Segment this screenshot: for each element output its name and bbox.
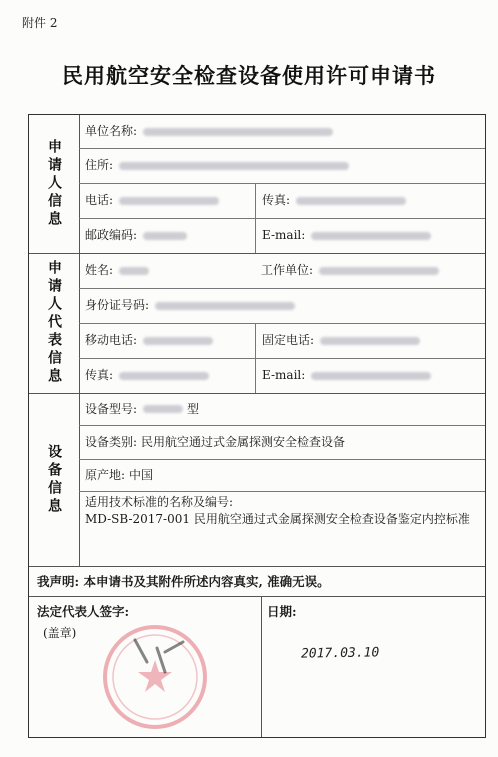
id-number-label: 身份证号码: [85, 298, 150, 313]
declaration: 我声明: 本申请书及其附件所述内容真实, 准确无误。 [29, 566, 485, 597]
signature-area [29, 596, 485, 737]
rep-email-label: E-mail: [262, 368, 306, 383]
origin-label: 原产地: [85, 467, 126, 482]
phone-fax-row [79, 183, 485, 219]
model-row [79, 393, 485, 426]
redacted-rep-fax [119, 372, 209, 380]
redacted-phone [119, 197, 219, 205]
date-label: 日期: [267, 604, 297, 619]
postcode-email-row [79, 218, 485, 253]
applicant-section [29, 115, 485, 254]
applicant-section-label: 申请人信息 [29, 115, 80, 253]
address-label: 住所: [85, 158, 114, 173]
equipment-section-label: 设备信息 [29, 393, 80, 566]
signed-date: 2017.03.10 [300, 645, 380, 662]
redacted-address [119, 162, 349, 170]
redacted-rep-name [119, 267, 149, 275]
form-table [28, 114, 486, 738]
representative-section-label: 申请人代表信息 [29, 253, 80, 393]
address-row [79, 148, 485, 184]
origin-value: 中国 [129, 467, 154, 482]
equipment-section [29, 393, 485, 567]
attachment-number: 附件 2 [22, 16, 58, 30]
category-value: 民用航空通过式金属探测安全检查设备 [141, 434, 346, 449]
signature-cell [29, 596, 262, 737]
phone-label: 电话: [85, 193, 114, 208]
id-number-row [79, 288, 485, 324]
standard-label: 适用技术标准的名称及编号: [85, 495, 234, 509]
redacted-mobile [143, 337, 213, 345]
redacted-model [143, 405, 183, 413]
redacted-fax [296, 197, 406, 205]
redacted-landline [320, 337, 420, 345]
model-label: 设备型号: [85, 401, 138, 416]
form-title: 民用航空安全检查设备使用许可申请书 [62, 63, 436, 88]
rep-fax-label: 传真: [85, 368, 114, 383]
standard-row [79, 491, 485, 566]
landline-label: 固定电话: [262, 333, 315, 348]
rep-fax-email-row [79, 358, 485, 393]
redacted-email [311, 232, 431, 240]
model-suffix: 型 [187, 401, 200, 416]
work-unit-label: 工作单位: [261, 263, 314, 278]
date-cell [261, 596, 485, 737]
unit-name-label: 单位名称: [85, 124, 138, 139]
redacted-work-unit [319, 267, 439, 275]
email-label: E-mail: [262, 228, 306, 243]
redacted-postcode [143, 232, 187, 240]
category-row [79, 425, 485, 460]
redacted-id-number [155, 302, 295, 310]
legal-rep-signature-label: 法定代表人签字: [37, 604, 130, 619]
unit-name-row [79, 115, 485, 149]
redacted-rep-email [311, 372, 431, 380]
seal-label: (盖章) [43, 626, 77, 640]
representative-section [29, 253, 485, 394]
official-seal-stamp [95, 622, 215, 732]
origin-row [79, 459, 485, 492]
redacted-unit-name [143, 128, 333, 136]
mobile-label: 移动电话: [85, 333, 138, 348]
fax-label: 传真: [262, 193, 291, 208]
category-label: 设备类别: [85, 434, 138, 449]
name-workunit-row [79, 253, 485, 289]
postcode-label: 邮政编码: [85, 228, 138, 243]
standard-value: MD-SB-2017-001 民用航空通过式金属探测安全检查设备鉴定内控标准 [85, 512, 470, 527]
mobile-landline-row [79, 323, 485, 359]
rep-name-label: 姓名: [85, 263, 114, 278]
